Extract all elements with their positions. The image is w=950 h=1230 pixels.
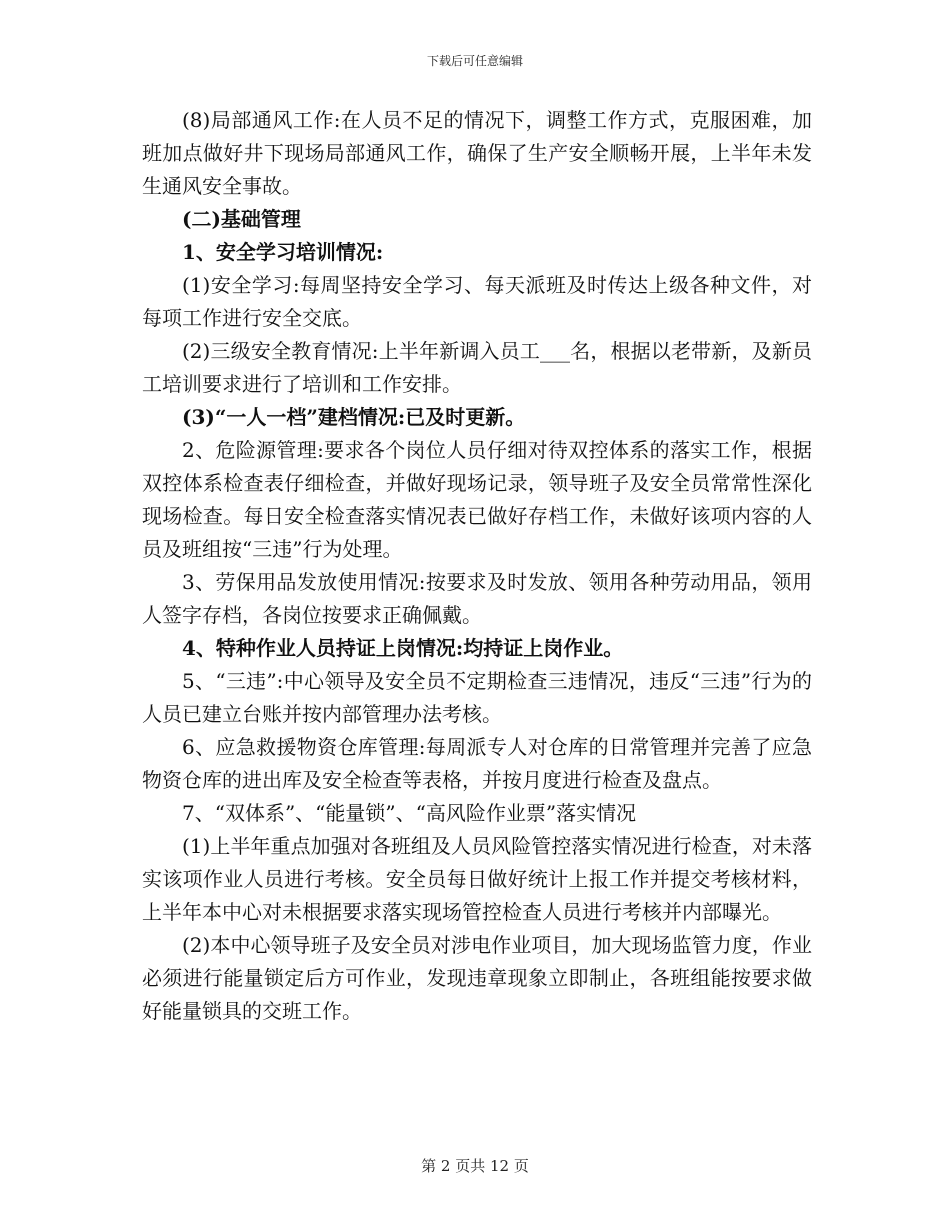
paragraph-special-operation-certificates: 4、特种作业人员持证上岗情况:均持证上岗作业。 (182, 636, 624, 660)
paragraph-three-level-education: (2)三级安全教育情况:上半年新调入员工___名，根据以老带新，及新员工培训要求进行了培训和工作安排。 (142, 339, 812, 396)
paragraph-three-violations: 5、“三违”:中心领导及安全员不定期检查三违情况，违反“三违”行为的人员已建立台账并按内部管理办法考核。 (142, 669, 812, 726)
paragraph-protective-equipment: 3、劳保用品发放使用情况:按要求及时发放、领用各种劳动用品，领用人签字存档，各岗位按要求正确佩戴。 (142, 570, 812, 627)
section-heading-basic-management: (二)基础管理 (182, 207, 301, 231)
paragraph-hazard-management: 2、危险源管理:要求各个岗位人员仔细对待双控体系的落实工作，根据双控体系检查表仔细检查，并做好现场记录，领导班子及安全员常常性深化现场检查。每日安全检查落实情况表已做好存档工作，未做好该项内容的人员及班组按“三违”行为处理。 (142, 438, 812, 561)
paragraph-electrical-work-lockout: (2)本中心领导班子及安全员对涉电作业项目，加大现场监管力度，作业必须进行能量锁定后方可作业，发现违章现象立即制止，各班组能按要求做好能量锁具的交班工作。 (142, 933, 812, 1023)
paragraph-risk-control-check: (1)上半年重点加强对各班组及人员风险管控落实情况进行检查，对未落实该项作业人员进行考核。安全员每日做好统计上报工作并提交考核材料，上半年本中心对未根据要求落实现场管控检查人员进行考核并内部曝光。 (142, 834, 812, 924)
paragraph-emergency-warehouse: 6、应急救援物资仓库管理:每周派专人对仓库的日常管理并完善了应急物资仓库的进出库及安全检查等表格，并按月度进行检查及盘点。 (142, 735, 812, 792)
page-footer: 第 2 页共 12 页 (421, 1157, 529, 1175)
page-header: 下载后可任意编辑 (426, 54, 523, 68)
paragraph-dual-system-heading: 7、“双体系”、“能量锁”、“高风险作业票”落实情况 (182, 801, 637, 825)
paragraph-safety-study: (1)安全学习:每周坚持安全学习、每天派班及时传达上级各种文件，对每项工作进行安全交底。 (142, 273, 812, 330)
document-body (142, 104, 812, 1028)
paragraph-one-person-one-file: (3)“一人一档”建档情况:已及时更新。 (182, 405, 526, 429)
paragraph-local-ventilation: (8)局部通风工作:在人员不足的情况下，调整工作方式，克服困难，加班加点做好井下现场局部通风工作，确保了生产安全顺畅开展，上半年未发生通风安全事故。 (142, 108, 812, 198)
subheading-safety-training: 1、安全学习培训情况: (182, 240, 384, 264)
